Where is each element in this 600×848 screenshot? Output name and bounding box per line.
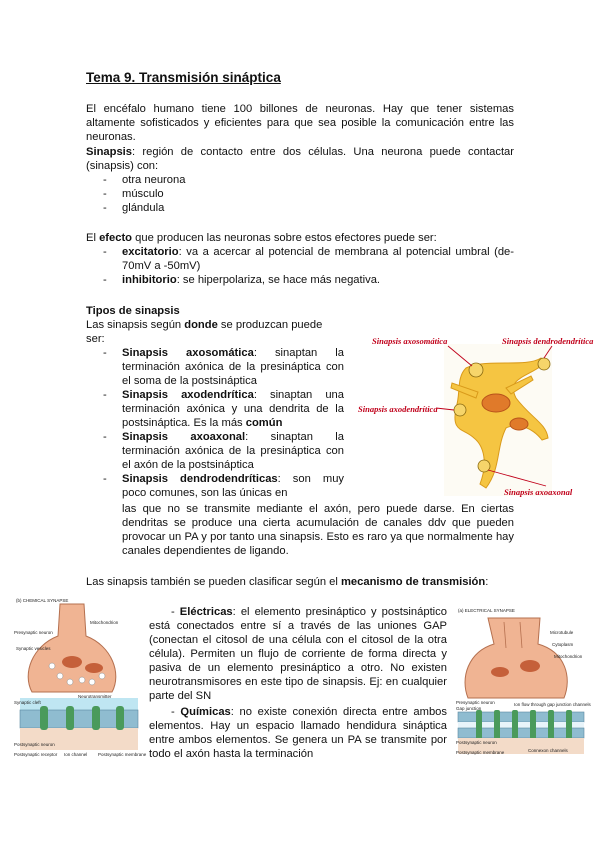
- efecto-post: que producen las neuronas sobre estos efectores puede ser:: [132, 232, 437, 244]
- mecanismo-intro: [86, 575, 514, 589]
- dendro-continuation: las que no se transmite mediante el axón, pero puede darse. En ciertas dendritas se produce una cierta acumulación de canales ddv que pueden provocar un PA y por tanto una sinapsis. Esto es raro ya que normalmente hay canales dependientes de ligando.: [122, 503, 514, 557]
- chem-label: Synaptic vesicles: [16, 646, 51, 651]
- efecto-section: [86, 231, 514, 287]
- type-term: Sinapsis dendrodendríticas: [122, 473, 278, 485]
- chem-label: Synaptic cleft: [14, 700, 41, 705]
- mech-term: mecanismo de transmisión: [340, 576, 486, 588]
- quimicas-text: : no existe conexión directa entre ambos elementos. Hay un espacio llamado hendidura sináptica entre ambos elementos. Se genera un PA se transmite por todo el axón hasta la terminación: [149, 706, 447, 760]
- effects-list: [86, 245, 514, 287]
- electricas-term: Eléctricas: [179, 606, 233, 618]
- elec-label: Gap junction: [456, 706, 482, 711]
- label-axodendritica: Sinapsis axodendrítica: [358, 404, 438, 414]
- type-text: : sinaptan la terminación axónica de la presináptica con el soma de la postsináptica: [122, 347, 344, 387]
- type-term: Sinapsis axodendrítica: [122, 389, 254, 401]
- intro-paragraph: El encéfalo humano tiene 100 billones de neuronas. Hay que tener sistemas altamente sofisticados y eficientes para que sea posible la comunicación entre las neuronas.: [86, 103, 514, 143]
- type-text: : son muy poco comunes, son las únicas en: [122, 473, 345, 499]
- chem-fig-title: (b) CHEMICAL SYNAPSE: [16, 598, 69, 603]
- chem-label: Presynaptic neuron: [14, 630, 53, 635]
- mech-post: :: [485, 576, 489, 588]
- list-item: [86, 430, 344, 472]
- chemical-synapse-figure: [12, 596, 147, 764]
- list-item: - otra neurona: [86, 173, 514, 187]
- types-list: [86, 346, 344, 500]
- elec-label: Cytoplasm: [552, 642, 574, 647]
- chem-label: Postsynaptic receptor: [14, 752, 58, 757]
- elec-label: Postsynaptic neuron: [456, 740, 497, 745]
- chem-label: Postsynaptic neuron: [14, 742, 55, 747]
- chem-label: Ion channel: [64, 752, 88, 757]
- elec-label: Mitochondrion: [554, 654, 583, 659]
- list-item: [86, 472, 344, 500]
- list-item: [86, 388, 344, 430]
- elec-label: Presynaptic neuron: [456, 700, 495, 705]
- label-dendrodendritica: Sinapsis dendrodendrítica: [502, 336, 594, 346]
- label-axosomatica: Sinapsis axosomática: [372, 336, 448, 346]
- type-term: Sinapsis axosomática: [122, 347, 254, 359]
- list-item: [86, 273, 514, 287]
- type-term: Sinapsis axoaxonal: [122, 431, 246, 443]
- quimicas-term: Químicas: [180, 706, 231, 718]
- tipos-heading: Tipos de sinapsis: [86, 305, 180, 317]
- efecto-pre: El: [86, 232, 100, 244]
- list-item: [86, 245, 514, 273]
- tipos-intro: [86, 318, 344, 346]
- tipos-intro-pre: Las sinapsis según: [86, 319, 185, 331]
- elec-label: Microtubule: [550, 630, 574, 635]
- sinapsis-def-text: : región de contacto entre dos células. Una neurona puede contactar (sinapsis) con:: [86, 146, 514, 172]
- type-text: : sinaptan una terminación axónica y una dendrita de la postsináptica. Es la más: [122, 389, 344, 429]
- effect-term: excitatorio: [122, 246, 179, 258]
- tipos-intro-post: se produzcan puede ser:: [86, 319, 323, 345]
- electricas-paragraph: - Eléctricas: el elemento presináptico y postsináptico está conectados entre sí a través de las uniones GAP (conectan el citosol de una célula con el citosol de la otra célula). Permiten un flujo de corriente de forma directa y pasiva de un elemento presináptico a otro. No existen neurotransmisores en este tipo de sinapsis. Ej: en cualquier parte del SN: [149, 606, 447, 702]
- electrical-synapse-figure: [454, 608, 591, 758]
- sinapsis-term: Sinapsis: [86, 146, 133, 158]
- tipos-intro-term: donde: [184, 319, 218, 331]
- list-item: [86, 346, 344, 388]
- neuron-nucleus: [482, 394, 510, 412]
- chem-label: Mitochondrion: [90, 620, 119, 625]
- targets-list: [86, 173, 514, 215]
- effect-term: inhibitorio: [122, 274, 177, 286]
- mech-pre: Las sinapsis también se pueden clasificar según el: [86, 576, 341, 588]
- elec-label: Ion flow through gap junction channels: [514, 702, 591, 707]
- tipos-section: [86, 304, 344, 500]
- effect-text: : se hiperpolariza, se hace más negativa.: [176, 274, 381, 286]
- type-text: : sinaptan la terminación axónica de la presináptica con el axón de la postsináptica: [122, 431, 344, 471]
- elec-fig-title: (a) ELECTRICAL SYNAPSE: [458, 608, 515, 613]
- type-extra: común: [245, 417, 283, 429]
- page-title: Tema 9. Transmisión sináptica: [86, 70, 281, 85]
- electricas-text: : el elemento presináptico y postsináptico está conectados entre sí a través de las uniones GAP (conectan el citosol de una célula con el citosol de la otra célula). Permiten un flujo de corriente de forma directa y pasiva de un elemento presináptico a otro. No existen neurotransmisores en este tipo de sinapsis. Ej: en cualquier parte del SN: [149, 606, 447, 702]
- quimicas-paragraph: - Químicas: no existe conexión directa entre ambos elementos. Hay un espacio llamado hendidura sináptica entre ambos elementos. Se genera un PA se transmite por todo el axón hasta la terminación: [149, 706, 447, 760]
- list-item: - músculo: [86, 187, 514, 201]
- elec-label: Postsynaptic membrane: [456, 750, 505, 755]
- neuron-synapse-figure: [356, 328, 600, 500]
- effect-text: : va a acercar al potencial de membrana al potencial umbral (de-70mV a -50mV): [122, 246, 514, 272]
- chemical-synapse-illustration: [12, 596, 142, 764]
- sinapsis-definition: [86, 145, 514, 215]
- chem-label: Postsynaptic membrane: [98, 752, 147, 757]
- chem-label: Neurotransmitter: [78, 694, 112, 699]
- elec-label: Connexon channels: [528, 748, 568, 753]
- list-item: - glándula: [86, 201, 514, 215]
- efecto-term: efecto: [99, 232, 133, 244]
- label-axoaxonal: Sinapsis axoaxonal: [504, 487, 573, 497]
